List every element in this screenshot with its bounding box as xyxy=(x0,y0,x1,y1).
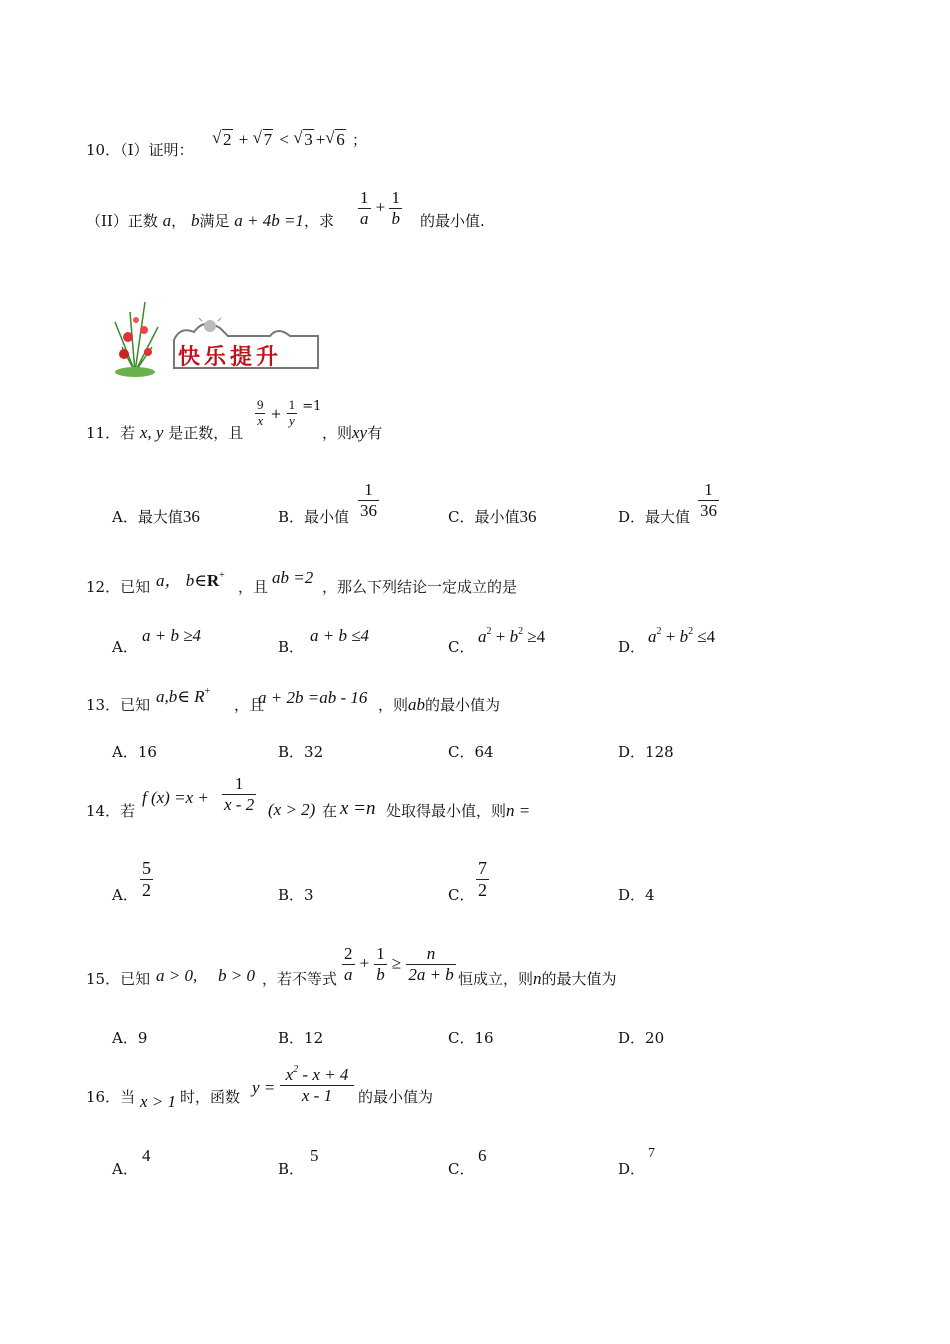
q14-option-c[interactable]: C． xyxy=(448,886,475,904)
q10-part1: 10．（I）证明： xyxy=(86,141,194,159)
q16-option-b[interactable]: B． xyxy=(278,1160,305,1178)
q11-tail: ，则xy有 xyxy=(322,423,383,442)
q16-condition: x > 1 xyxy=(140,1092,177,1111)
q15-option-b[interactable]: B．12 xyxy=(278,1029,324,1047)
q15-tail: 恒成立，则n的最大值为 xyxy=(458,969,617,988)
q16-mid: 时，函数 xyxy=(180,1088,241,1106)
q11-option-c[interactable]: C．最小值36 xyxy=(448,507,537,526)
q12-option-a[interactable]: A． xyxy=(112,638,138,656)
q14-mid: 在 xyxy=(322,802,338,820)
q12-option-a-math: a + b ≥4 xyxy=(142,626,202,645)
q16-option-c[interactable]: C． xyxy=(448,1160,475,1178)
banner-happy-improve xyxy=(170,318,322,370)
sqrt-7: √ 7 xyxy=(252,128,273,149)
q14-option-a[interactable]: A． xyxy=(112,886,138,904)
q12-stem: 12．已知 xyxy=(86,578,151,596)
q13-condition: a + 2b =ab - 16 xyxy=(258,688,368,707)
question-number: 10． xyxy=(86,141,121,159)
q16-option-d-value: 7 xyxy=(648,1146,655,1161)
q14-stem: 14．若 xyxy=(86,802,136,820)
q11-option-a[interactable]: A．最大值36 xyxy=(112,507,200,526)
q14-domain: (x > 2) xyxy=(268,800,316,819)
q11-option-b-frac: $\frac{1}{36}$ xyxy=(360,480,377,520)
q13-option-a[interactable]: A．16 xyxy=(112,743,157,761)
q10-expression: $\frac{1}{a}$ + $\frac{1}{b}$ xyxy=(360,188,400,228)
sqrt-2: √ 2 xyxy=(212,128,232,149)
q14-tail: 处取得最小值，则n = xyxy=(386,801,531,820)
q13-option-d[interactable]: D．128 xyxy=(618,743,674,761)
q13-tail: ，则ab的最小值为 xyxy=(378,695,501,714)
sqrt-6: √ 6 xyxy=(325,128,345,149)
q14-option-b[interactable]: B．3 xyxy=(278,886,314,904)
q15-option-c[interactable]: C．16 xyxy=(448,1029,494,1047)
q15-cond-a: a > 0, xyxy=(156,966,198,985)
q16-function: $\frac{x^2 - x + 4}{x - 1}$ xyxy=(280,1064,354,1105)
q13-stem: 13．已知 xyxy=(86,696,151,714)
q11-option-b[interactable]: B．最小值 xyxy=(278,508,350,526)
q11-option-d[interactable]: D．最大值 xyxy=(618,508,691,526)
q12-set: a， b∈R+ xyxy=(156,570,225,590)
q15-inequality: $\frac{2}{a}$ + $\frac{1}{b}$ ≥ $\frac{n}{2a + b}$ xyxy=(344,944,454,984)
q16-option-a-value: 4 xyxy=(142,1146,151,1165)
q16-stem: 16．当 xyxy=(86,1088,136,1106)
q11-option-d-frac: $\frac{1}{36}$ xyxy=(700,480,717,520)
q14-option-a-frac: $\frac{5}{2}$ xyxy=(142,858,151,900)
q12-option-d-math: $a^2 + b^2 \le 4$ xyxy=(648,626,716,646)
q12-option-c[interactable]: C． xyxy=(448,638,475,656)
q14-option-d[interactable]: D．4 xyxy=(618,886,655,904)
q13-option-c[interactable]: C．64 xyxy=(448,743,494,761)
q15-option-a[interactable]: A．9 xyxy=(112,1029,148,1047)
q10-inequality: √ 2 + √ 7 < √ 3 + √ 6 ； xyxy=(212,128,368,149)
q15-mid: ，若不等式 xyxy=(262,970,338,988)
q16-option-c-value: 6 xyxy=(478,1146,487,1165)
q13-option-b[interactable]: B．32 xyxy=(278,743,324,761)
q12-tail: ，那么下列结论一定成立的是 xyxy=(322,578,518,596)
flower-icon xyxy=(100,292,170,378)
q16-option-a[interactable]: A． xyxy=(112,1160,138,1178)
q12-option-d[interactable]: D． xyxy=(618,638,646,656)
q14-frac: $\frac{1}{x - 2}$ xyxy=(224,774,255,814)
q13-mid: ，且 xyxy=(234,696,265,714)
q12-mid: ，且 xyxy=(238,578,269,596)
q14-function: f (x) =x + xyxy=(142,788,209,807)
q15-stem: 15．已知 xyxy=(86,970,151,988)
q14-point: x =n xyxy=(340,798,376,819)
q16-tail: 的最小值为 xyxy=(358,1088,434,1106)
sqrt-3: √ 3 xyxy=(293,128,313,149)
q15-cond-b: b > 0 xyxy=(218,966,255,985)
q12-option-c-math: $a^2 + b^2 \ge 4$ xyxy=(478,626,546,646)
q16-option-d[interactable]: D． xyxy=(618,1160,646,1178)
q10-suffix: 的最小值. xyxy=(420,212,485,230)
q12-option-b[interactable]: B． xyxy=(278,638,305,656)
q12-option-b-math: a + b ≤4 xyxy=(310,626,370,645)
q14-option-c-frac: $\frac{7}{2}$ xyxy=(478,858,487,900)
q13-set: a,b∈ R+ xyxy=(156,686,211,706)
q10-part2: （II）正数 a， b满足 a + 4b =1，求 xyxy=(86,211,334,230)
q12-condition: ab =2 xyxy=(272,568,314,587)
q11-stem: 11．若 x, y 是正数，且 xyxy=(86,423,244,442)
banner-text: 快乐提升 xyxy=(178,345,283,370)
q16-option-b-value: 5 xyxy=(310,1146,319,1165)
q16-y: y = xyxy=(252,1078,276,1097)
q11-condition: $\frac{9}{x}$ + $\frac{1}{y}$ $^{=1}$ xyxy=(257,397,322,428)
q15-option-d[interactable]: D．20 xyxy=(618,1029,665,1047)
q10-condition: a + 4b =1 xyxy=(234,211,304,230)
